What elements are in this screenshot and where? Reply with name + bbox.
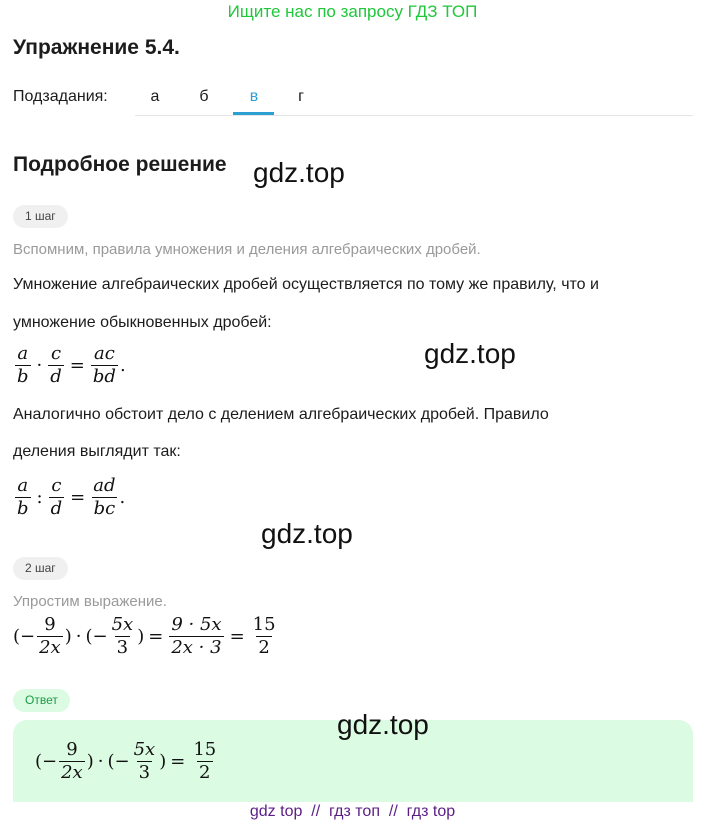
active-tab-indicator	[233, 112, 274, 115]
division-text-line2: деления выглядит так:	[13, 443, 181, 460]
multiplication-text-line1: Умножение алгебраических дробей осуществляется по тому же правилу, что и	[13, 276, 599, 293]
answer-badge: Ответ	[13, 689, 70, 712]
answer-formula: (− $\frac{9}{2x}$ ) · (− $\frac{5x}{3}$ ) = $\frac{15}{2}$	[35, 739, 217, 783]
simplification-formula: (− $\frac{9}{2x}$ ) · (− $\frac{5x}{3}$ ) = $\frac{9 \cdot 5x}{2x \cdot 3}$ = $\frac{15}{2}$	[13, 614, 276, 658]
tab-v[interactable]: в	[249, 88, 259, 105]
division-formula: $\frac{a}{b}$ : $\frac{c}{d}$ = $\frac{ad}{bc}$ .	[17, 475, 126, 519]
step-2-badge: 2 шаг	[13, 557, 68, 580]
search-banner: Ищите нас по запросу ГДЗ ТОП	[227, 2, 478, 21]
tab-g[interactable]: г	[298, 88, 304, 105]
tab-a[interactable]: а	[150, 88, 160, 105]
step-1-badge: 1 шаг	[13, 205, 68, 228]
multiplication-text-line2: умножение обыкновенных дробей:	[13, 314, 272, 331]
watermark: gdz.top	[253, 157, 345, 188]
watermark: gdz.top	[424, 338, 516, 369]
tab-b[interactable]: б	[199, 88, 209, 105]
step-2-hint: Упростим выражение.	[13, 593, 167, 610]
tabs-divider	[135, 115, 693, 116]
section-title: Подробное решение	[13, 153, 227, 176]
watermark: gdz.top	[337, 709, 429, 740]
footer-links: gdz top // гдз топ // гдз top	[249, 803, 456, 820]
page-title: Упражнение 5.4.	[13, 36, 180, 59]
step-1-hint: Вспомним, правила умножения и деления алгебраических дробей.	[13, 241, 481, 258]
subtasks-label: Подзадания:	[13, 88, 108, 105]
division-text-line1: Аналогично обстоит дело с делением алгебраических дробей. Правило	[13, 406, 549, 423]
watermark: gdz.top	[261, 518, 353, 549]
multiplication-formula: $\frac{a}{b}$ · $\frac{c}{d}$ = $\frac{ac}{bd}$ .	[17, 343, 126, 387]
